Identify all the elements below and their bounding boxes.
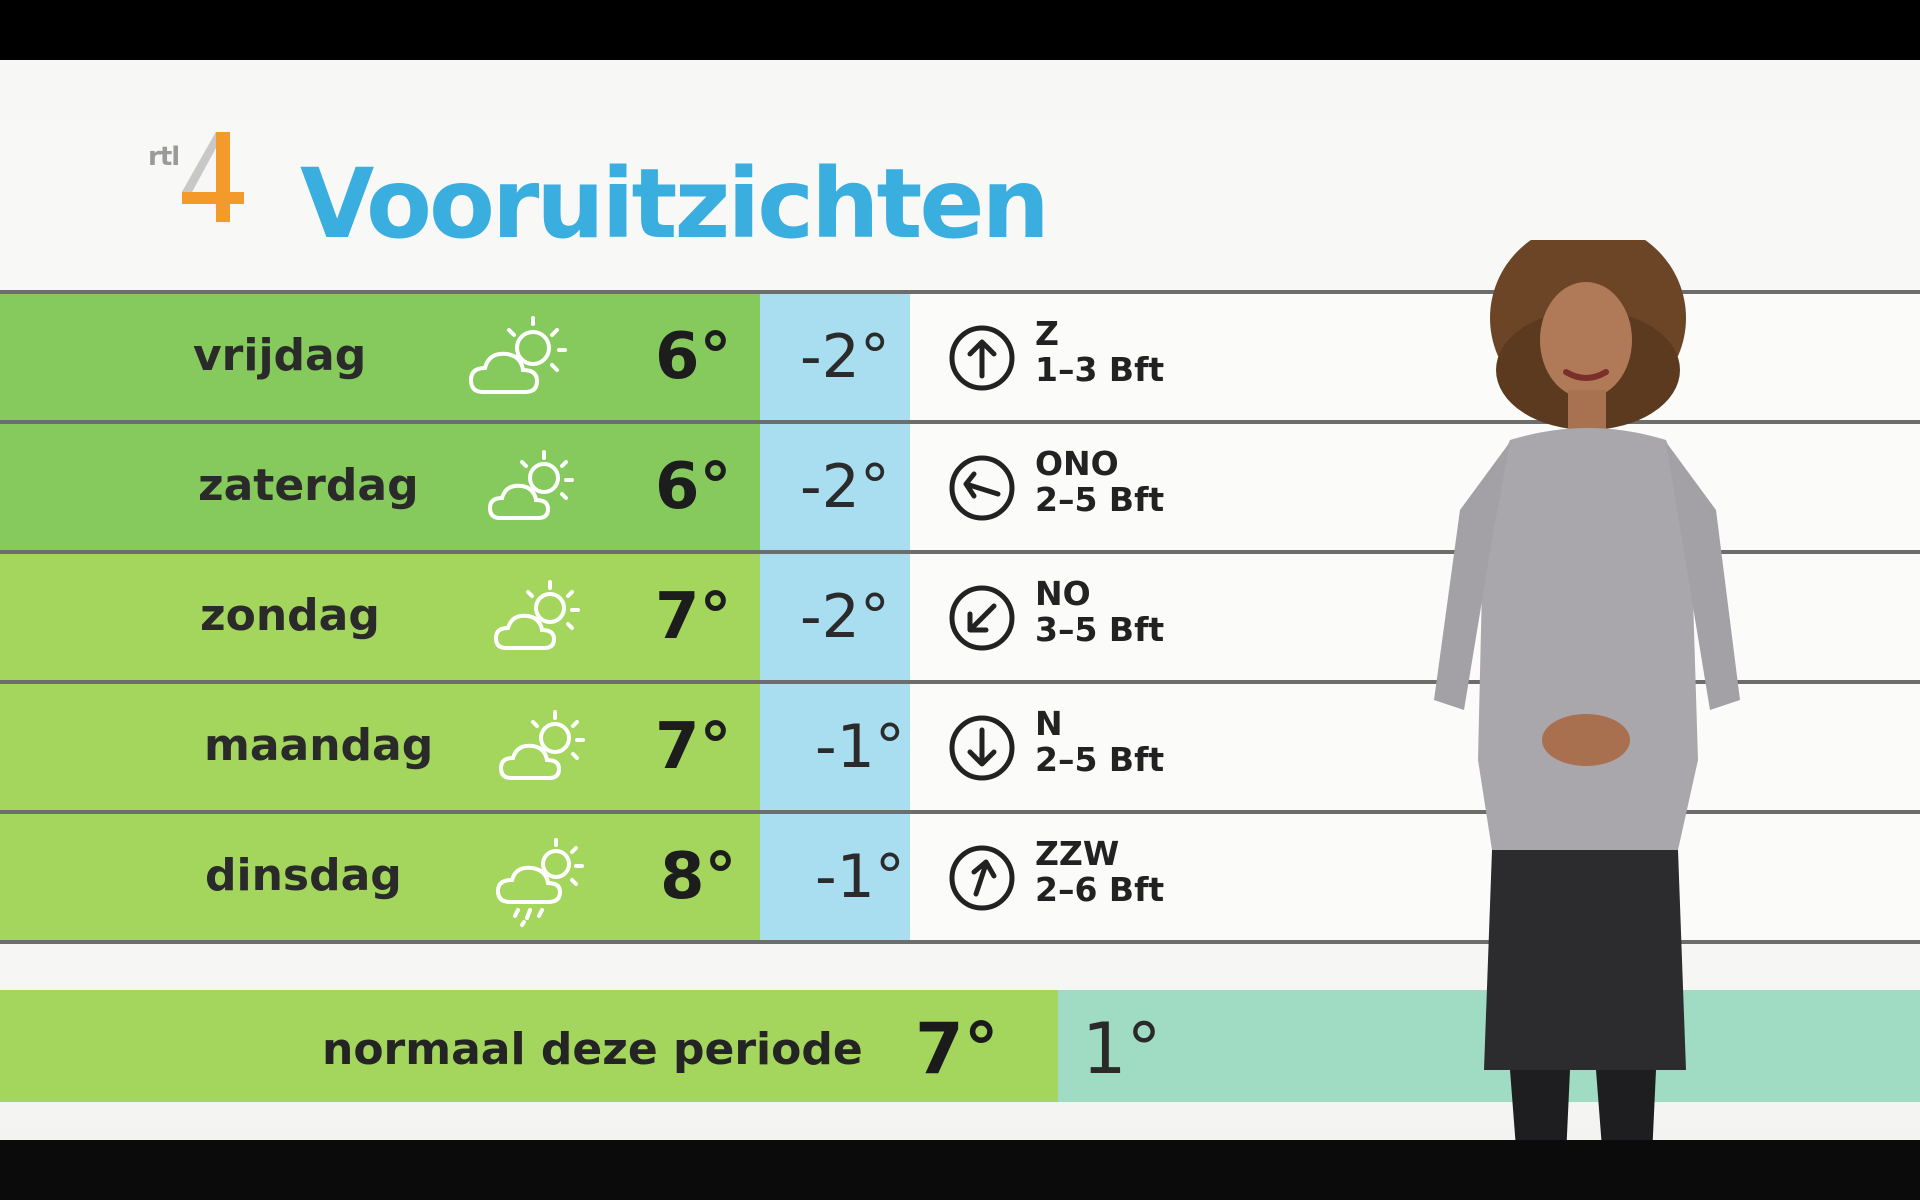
logo-text: rtl: [148, 142, 180, 172]
day-label: vrijdag: [193, 330, 367, 381]
letterbox-bottom: [0, 1140, 1920, 1200]
arrow-left-icon: [948, 454, 1016, 522]
partly-cloudy-icon: [493, 698, 603, 798]
cloud-rain-sun-icon: [490, 828, 600, 928]
wind-force: 1–3 Bft: [1035, 350, 1165, 389]
presenter-figure: [1360, 240, 1780, 1140]
day-cell: [0, 294, 760, 420]
wind-direction: NO: [1035, 574, 1091, 613]
min-temp: -1°: [815, 712, 905, 782]
day-label: zaterdag: [198, 460, 419, 511]
day-cell: [0, 554, 760, 680]
arrow-up-icon: [948, 324, 1016, 392]
page-title: Vooruitzichten: [300, 148, 1047, 260]
wind-force: 2–5 Bft: [1035, 740, 1165, 779]
partly-cloudy-icon: [465, 308, 575, 408]
normal-min-temp: 1°: [1082, 1008, 1162, 1090]
partly-cloudy-icon: [488, 568, 598, 668]
wind-force: 2–5 Bft: [1035, 480, 1165, 519]
max-temp: 7°: [655, 710, 732, 784]
wind-direction: Z: [1035, 314, 1059, 353]
normal-max-temp: 7°: [915, 1008, 999, 1090]
arrow-down-icon: [948, 714, 1016, 782]
logo-four-icon: [178, 130, 248, 225]
max-temp: 7°: [655, 580, 732, 654]
min-temp: -2°: [800, 322, 890, 392]
day-label: dinsdag: [205, 850, 402, 901]
day-label: maandag: [204, 720, 434, 771]
channel-logo: [148, 130, 248, 225]
min-temp: -2°: [800, 582, 890, 652]
letterbox-top: [0, 0, 1920, 60]
wind-direction: N: [1035, 704, 1063, 743]
max-temp: 6°: [655, 320, 732, 394]
max-temp: 8°: [660, 840, 737, 914]
wind-direction: ONO: [1035, 444, 1119, 483]
normal-label: normaal deze periode: [322, 1024, 863, 1075]
weather-studio: [0, 60, 1920, 1140]
wind-force: 3–5 Bft: [1035, 610, 1165, 649]
min-temp: -1°: [815, 842, 905, 912]
max-temp: 6°: [655, 450, 732, 524]
arrow-up-right-icon: [948, 844, 1016, 912]
partly-cloudy-icon: [482, 438, 592, 538]
wind-direction: ZZW: [1035, 834, 1120, 873]
min-temp: -2°: [800, 452, 890, 522]
arrow-down-left-icon: [948, 584, 1016, 652]
wind-force: 2–6 Bft: [1035, 870, 1165, 909]
day-label: zondag: [200, 590, 380, 641]
